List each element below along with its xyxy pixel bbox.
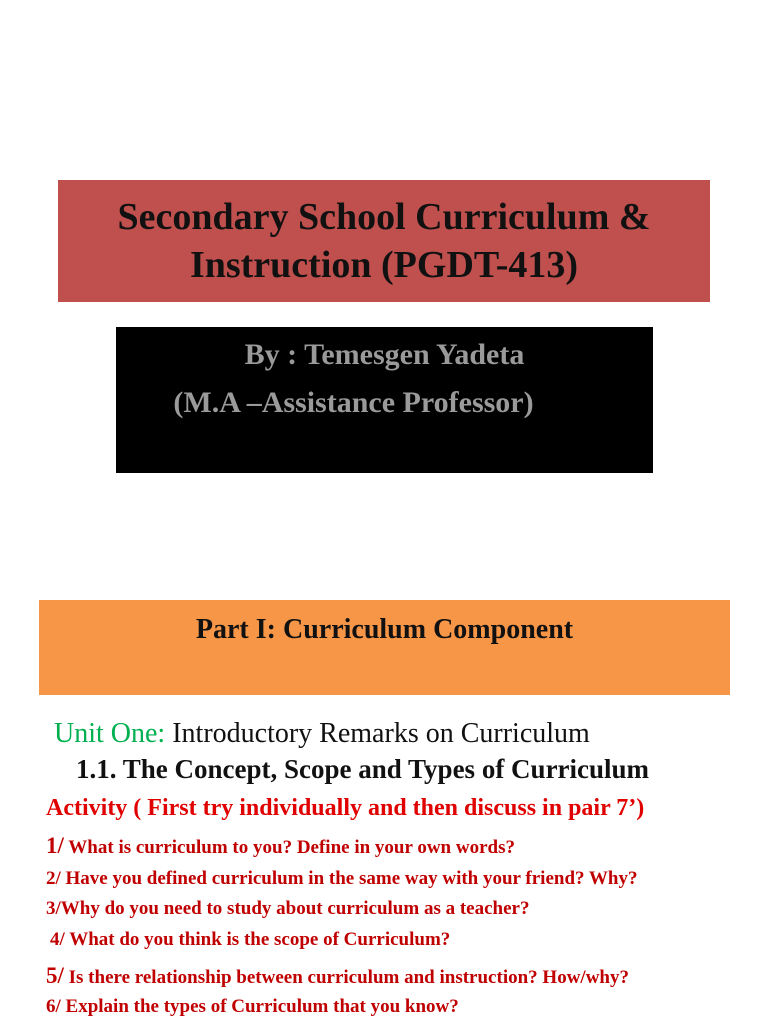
title-banner xyxy=(58,180,710,302)
title-line-2: Instruction (PGDT-413) xyxy=(189,244,579,286)
part-heading: Part I: Curriculum Component xyxy=(195,614,574,645)
question-number: 5/ xyxy=(46,963,64,988)
activity-instruction: Activity ( First try individually and then discuss in pair 7’) xyxy=(46,795,645,821)
question-2 xyxy=(46,868,637,890)
question-6 xyxy=(46,996,459,1018)
part-heading-banner xyxy=(39,600,730,695)
question-1 xyxy=(46,833,515,859)
author-title: (M.A –Assistance Professor) xyxy=(173,386,534,419)
question-text: What is curriculum to you? Define in your own words? xyxy=(63,837,515,858)
author-name: By : Temesgen Yadeta xyxy=(244,338,525,371)
question-number: 6/ xyxy=(46,996,61,1017)
question-text: What do you think is the scope of Curriculum? xyxy=(64,929,451,950)
unit-heading xyxy=(54,718,590,750)
question-5 xyxy=(46,963,629,989)
question-number: 2/ xyxy=(46,868,61,889)
question-text: Is there relationship between curriculum and instruction? How/why? xyxy=(63,967,629,988)
question-text: Why do you need to study about curriculum as a teacher? xyxy=(60,898,530,919)
question-number: 4/ xyxy=(50,929,65,950)
title-line-1: Secondary School Curriculum & xyxy=(117,196,651,238)
unit-label: Unit One: xyxy=(54,718,166,749)
question-3 xyxy=(46,898,529,920)
question-text: Have you defined curriculum in the same way with your friend? Why? xyxy=(60,868,638,889)
author-banner xyxy=(116,327,653,473)
question-number: 1/ xyxy=(46,833,64,858)
unit-title: Introductory Remarks on Curriculum xyxy=(165,718,590,749)
question-4 xyxy=(50,929,450,951)
question-number: 3/ xyxy=(46,898,61,919)
question-text: Explain the types of Curriculum that you know? xyxy=(60,996,459,1017)
section-heading: 1.1. The Concept, Scope and Types of Curriculum xyxy=(76,754,650,784)
